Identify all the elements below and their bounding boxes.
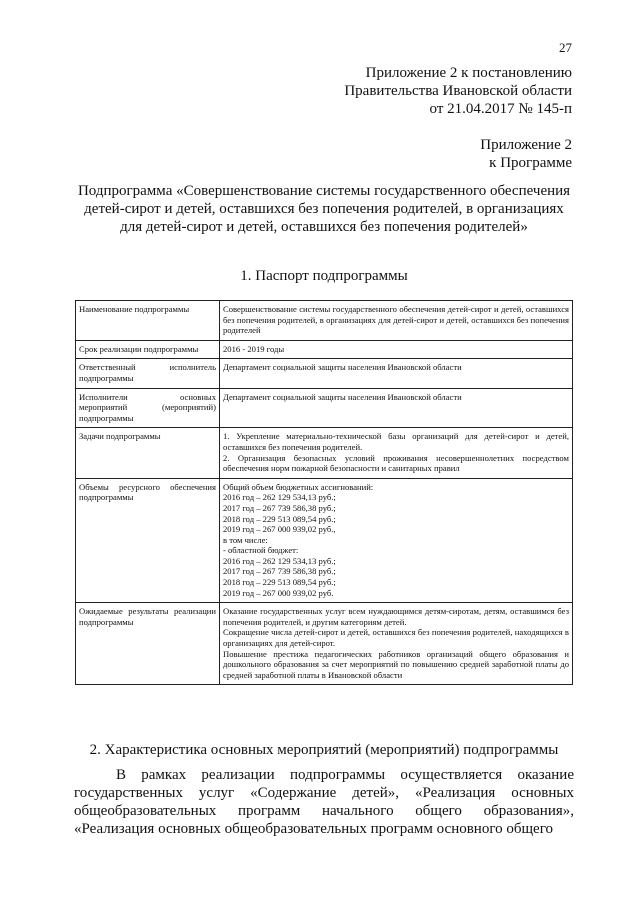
appendix-header <box>252 64 572 118</box>
section1-heading: 1. Паспорт подпрограммы <box>240 268 408 284</box>
passport-value-line: 2016 год – 262 129 534,13 руб.; <box>223 555 336 566</box>
appendix2-line-2: к Программе <box>489 155 572 171</box>
appendix-line-2: Правительства Ивановской области <box>344 83 572 99</box>
appendix2-line-1: Приложение 2 <box>480 137 572 153</box>
passport-row <box>76 388 573 428</box>
passport-row-value <box>220 478 573 603</box>
passport-value-line: 2017 год – 267 739 586,38 руб.; <box>223 502 336 513</box>
passport-value-line: 2016 год – 262 129 534,13 руб.; <box>223 492 336 503</box>
passport-value-line: Повышение престижа педагогических работников организаций общего образования и дошкольного образования за счет мероприятий по повышению средней заработной платы до средней заработной платы в Ивановской области <box>223 648 569 680</box>
passport-row-label: Ожидаемые результаты реализации подпрограммы <box>76 603 220 685</box>
passport-row-value <box>220 359 573 388</box>
section2-paragraph: В рамках реализации подпрограммы осуществляется оказание государственных услуг «Содержание детей», «Реализация основных общеобразовательных программ начального общего образования», «Реализация основных общеобразовательных программ основного общего <box>74 767 574 837</box>
passport-value-line: в том числе: <box>223 534 268 545</box>
passport-row-value <box>220 388 573 428</box>
appendix-program-header <box>372 136 572 172</box>
passport-row <box>76 603 573 685</box>
passport-value-line: 2018 год – 229 513 089,54 руб.; <box>223 513 336 524</box>
passport-value-line: Департамент социальной защиты населения Ивановской области <box>223 362 462 373</box>
passport-row-label: Объемы ресурсного обеспечения подпрограммы <box>76 478 220 603</box>
passport-value-line: 2016 - 2019 годы <box>223 343 285 354</box>
subprogram-title: Подпрограмма «Совершенствование системы государственного обеспечения детей-сирот и детей, оставшихся без попечения родителей, в организациях для детей-сирот и детей, оставшихся без попечения родителей» <box>77 183 571 235</box>
page-number: 27 <box>559 40 572 55</box>
passport-row <box>76 478 573 603</box>
passport-value-line: Общий объем бюджетных ассигнований: <box>223 481 374 492</box>
passport-row <box>76 428 573 478</box>
passport-value-line: - областной бюджет: <box>223 545 299 556</box>
passport-row-value <box>220 428 573 478</box>
passport-row <box>76 301 573 341</box>
passport-value-line: 1. Укрепление материально-технической базы организаций для детей-сирот и детей, оставшихся без попечения родителей. <box>223 431 569 452</box>
passport-row-label: Ответственный исполнитель подпрограммы <box>76 359 220 388</box>
passport-value-line: 2017 год – 267 739 586,38 руб.; <box>223 566 336 577</box>
passport-value-line: Департамент социальной защиты населения Ивановской области <box>223 391 462 402</box>
passport-value-line: 2019 год – 267 000 939,02 руб., <box>223 524 336 535</box>
passport-row-value <box>220 603 573 685</box>
passport-row-label: Исполнители основных мероприятий (мероприятий) подпрограммы <box>76 388 220 428</box>
passport-value-line: 2. Организация безопасных условий проживания несовершеннолетних посредством обеспечения норм пожарной безопасности и санитарных правил <box>223 452 569 474</box>
passport-row-value <box>220 301 573 341</box>
appendix-line-3: от 21.04.2017 № 145-п <box>429 101 572 117</box>
passport-value-line: 2019 год – 267 000 939,02 руб. <box>223 587 334 598</box>
passport-row-label: Задачи подпрограммы <box>76 428 220 478</box>
appendix-line-1: Приложение 2 к постановлению <box>365 65 572 81</box>
passport-value-line: 2018 год – 229 513 089,54 руб.; <box>223 577 336 588</box>
passport-row-label: Срок реализации подпрограммы <box>76 340 220 359</box>
passport-row <box>76 340 573 359</box>
passport-row-label: Наименование подпрограммы <box>76 301 220 341</box>
passport-value-line: Совершенствование системы государственного обеспечения детей-сирот и детей, оставшихся без попечения родителей, в организациях для детей-сирот и детей, оставшихся без попечения родителей <box>223 304 569 336</box>
passport-row-value <box>220 340 573 359</box>
passport-row <box>76 359 573 388</box>
passport-value-line: Оказание государственных услуг всем нуждающимся детям-сиротам, детям, оставшимся без попечения родителей, и другим категориям детей. <box>223 606 569 627</box>
section2-heading: 2. Характеристика основных мероприятий (мероприятий) подпрограммы <box>89 742 559 758</box>
passport-value-line: Сокращение числа детей-сирот и детей, оставшихся без попечения родителей, находящихся в организациях для детей-сирот. <box>223 627 569 649</box>
passport-table <box>75 300 573 685</box>
